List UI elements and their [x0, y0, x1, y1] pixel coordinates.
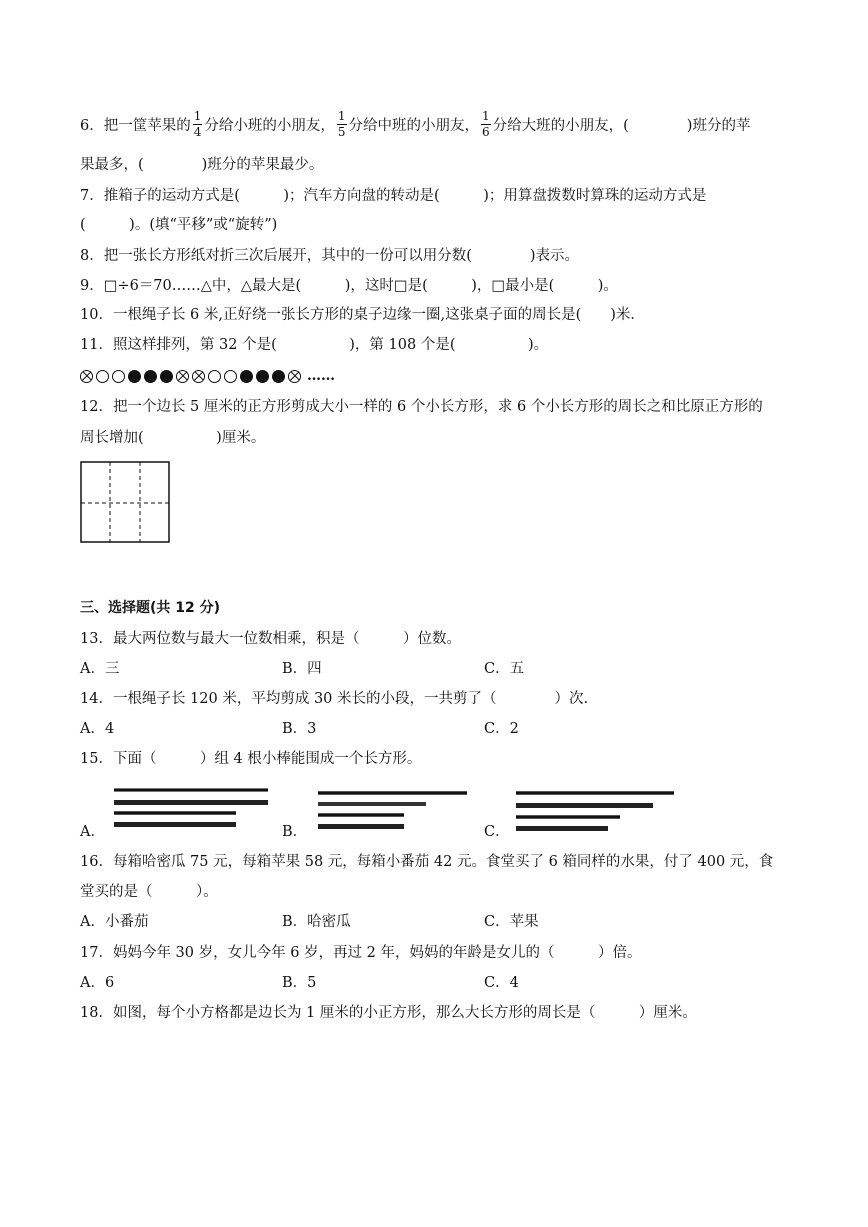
filled-circle-icon: [256, 370, 269, 383]
empty-circle-icon: [208, 370, 221, 383]
square-cut-figure: [80, 461, 172, 545]
stick: [114, 800, 268, 805]
question-7-line-1: 7．推箱子的运动方式是( )；汽车方向盘的转动是( )；用算盘拨数时算珠的运动方式是: [80, 188, 707, 204]
q14-option-b[interactable]: B．3: [282, 721, 317, 737]
question-18: 18．如图，每个小方格都是边长为 1 厘米的小正方形，那么大长方形的周长是（ ）厘米。: [80, 1005, 697, 1021]
question-10: 10．一根绳子长 6 米,正好绕一张长方形的桌子边缘一圈,这张桌子面的周长是( )米．: [80, 307, 645, 323]
question-12-line-2: 周长增加( )厘米。: [80, 430, 266, 446]
square-outline: [81, 462, 169, 542]
fraction-one-quarter: $\frac{1}{4}$: [193, 109, 202, 139]
question-13: 13．最大两位数与最大一位数相乘，积是（ ）位数。: [80, 631, 461, 647]
empty-circle-icon: [96, 370, 109, 383]
cross-circle-icon: [192, 370, 205, 383]
empty-circle-icon: [112, 370, 125, 383]
question-16-line-1: 16．每箱哈密瓜 75 元，每箱苹果 58 元，每箱小番茄 42 元。食堂买了 6 箱同样的水果，付了 400 元，食: [80, 854, 774, 870]
q15-option-a[interactable]: A．: [80, 824, 105, 840]
stick: [516, 803, 653, 808]
filled-circle-icon: [272, 370, 285, 383]
q14-option-c[interactable]: C．2: [484, 721, 519, 737]
stick: [318, 814, 404, 816]
fraction-one-fifth: $\frac{1}{5}$: [337, 109, 346, 139]
q17-option-a[interactable]: A．6: [80, 975, 115, 991]
stick: [516, 826, 608, 831]
q15-option-b[interactable]: B．: [282, 824, 308, 840]
cross-circle-icon: [176, 370, 189, 383]
question-17: 17．妈妈今年 30 岁，女儿今年 6 岁，再过 2 年，妈妈的年龄是女儿的（ ）倍。: [80, 945, 642, 961]
question-12-line-1: 12．把一个边长 5 厘米的正方形剪成大小一样的 6 个小长方形，求 6 个小长方形的周长之和比原正方形的: [80, 399, 763, 415]
stick: [318, 792, 467, 794]
q15-option-c[interactable]: C．: [484, 824, 510, 840]
question-6-line-1: 6．把一筐苹果的 $\frac{1}{4}$ 分给小班的小朋友， $\frac{1}{5}$ 分给中班的小朋友， $\frac{1}{6}$ 分给大班的小朋友，( )班分的苹: [80, 109, 751, 139]
filled-circle-icon: [160, 370, 173, 383]
q13-option-a[interactable]: A．三: [80, 661, 120, 677]
q13-option-c[interactable]: C．五: [484, 661, 525, 677]
question-11: 11．照这样排列，第 32 个是( )，第 108 个是( )。: [80, 337, 549, 353]
stick: [318, 824, 404, 829]
stick: [516, 816, 620, 818]
question-16-line-2: 堂买的是（ ）。: [80, 884, 218, 900]
sequence-ellipsis: ……: [307, 368, 335, 384]
stick-group-b: [314, 790, 474, 836]
question-8: 8．把一张长方形纸对折三次后展开，其中的一份可以用分数( )表示。: [80, 248, 580, 264]
section-3-heading: 三、选择题(共 12 分): [80, 600, 221, 616]
question-9: 9．□÷6＝70……△中，△最大是( )，这时□是( )，□最小是( )。: [80, 278, 618, 294]
filled-circle-icon: [128, 370, 141, 383]
cross-circle-icon: [80, 370, 93, 383]
empty-circle-icon: [224, 370, 237, 383]
filled-circle-icon: [240, 370, 253, 383]
stick: [114, 789, 268, 791]
stick: [114, 822, 236, 827]
q13-option-b[interactable]: B．四: [282, 661, 322, 677]
filled-circle-icon: [144, 370, 157, 383]
circle-sequence: [80, 367, 335, 385]
q16-option-b[interactable]: B．哈密瓜: [282, 914, 351, 930]
stick-group-a: [110, 786, 275, 836]
stick-group-c: [512, 790, 682, 836]
q17-option-b[interactable]: B．5: [282, 975, 317, 991]
q16-option-a[interactable]: A．小番茄: [80, 914, 149, 930]
fraction-one-sixth: $\frac{1}{6}$: [482, 109, 490, 139]
q17-option-c[interactable]: C．4: [484, 975, 519, 991]
q16-option-c[interactable]: C．苹果: [484, 914, 539, 930]
stick: [516, 792, 674, 794]
question-7-line-2: ( )。(填“平移”或“旋转”): [80, 217, 278, 233]
question-14: 14．一根绳子长 120 米，平均剪成 30 米长的小段，一共剪了（ ）次.: [80, 691, 589, 707]
question-15: 15．下面（ ）组 4 根小棒能围成一个长方形。: [80, 751, 422, 767]
question-6-line-2: 果最多，( )班分的苹果最少。: [80, 157, 324, 173]
q14-option-a[interactable]: A．4: [80, 721, 115, 737]
stick: [318, 802, 426, 806]
cross-circle-icon: [288, 370, 301, 383]
stick: [114, 812, 236, 814]
